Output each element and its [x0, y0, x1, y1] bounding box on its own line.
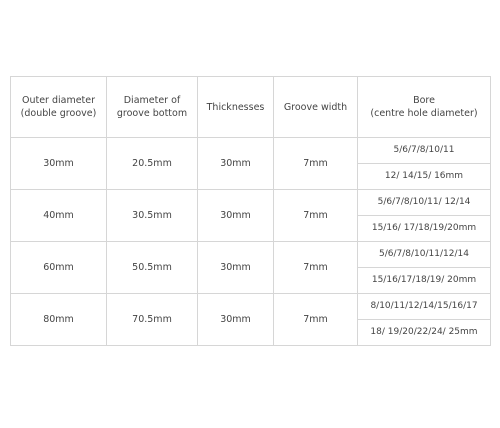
cell-bore: 15/16/17/18/19/ 20mm — [358, 268, 491, 294]
header-thickness: Thicknesses — [198, 77, 274, 138]
cell-bore: 15/16/ 17/18/19/20mm — [358, 216, 491, 242]
cell-outer-diameter: 60mm — [11, 242, 107, 294]
header-row — [11, 77, 491, 138]
cell-bore: 12/ 14/15/ 16mm — [358, 164, 491, 190]
cell-groove-width: 7mm — [274, 138, 358, 190]
header-groove-bottom: Diameter of groove bottom — [107, 77, 198, 138]
table-row — [11, 294, 491, 320]
cell-groove-width: 7mm — [274, 294, 358, 346]
cell-thickness: 30mm — [198, 190, 274, 242]
cell-outer-diameter: 40mm — [11, 190, 107, 242]
cell-bore: 5/6/7/8/10/11/12/14 — [358, 242, 491, 268]
table-row — [11, 190, 491, 216]
cell-groove-width: 7mm — [274, 242, 358, 294]
header-groove-width: Groove width — [274, 77, 358, 138]
cell-groove-bottom: 20.5mm — [107, 138, 198, 190]
cell-bore: 5/6/7/8/10/11/ 12/14 — [358, 190, 491, 216]
spec-table — [10, 76, 491, 346]
header-bore: Bore (centre hole diameter) — [358, 77, 491, 138]
cell-bore: 18/ 19/20/22/24/ 25mm — [358, 320, 491, 346]
cell-groove-bottom: 50.5mm — [107, 242, 198, 294]
cell-bore: 5/6/7/8/10/11 — [358, 138, 491, 164]
cell-thickness: 30mm — [198, 242, 274, 294]
cell-thickness: 30mm — [198, 138, 274, 190]
cell-groove-width: 7mm — [274, 190, 358, 242]
cell-groove-bottom: 70.5mm — [107, 294, 198, 346]
table-row — [11, 138, 491, 164]
table-row — [11, 242, 491, 268]
header-outer-diameter: Outer diameter (double groove) — [11, 77, 107, 138]
cell-groove-bottom: 30.5mm — [107, 190, 198, 242]
cell-outer-diameter: 80mm — [11, 294, 107, 346]
cell-bore: 8/10/11/12/14/15/16/17 — [358, 294, 491, 320]
cell-thickness: 30mm — [198, 294, 274, 346]
cell-outer-diameter: 30mm — [11, 138, 107, 190]
